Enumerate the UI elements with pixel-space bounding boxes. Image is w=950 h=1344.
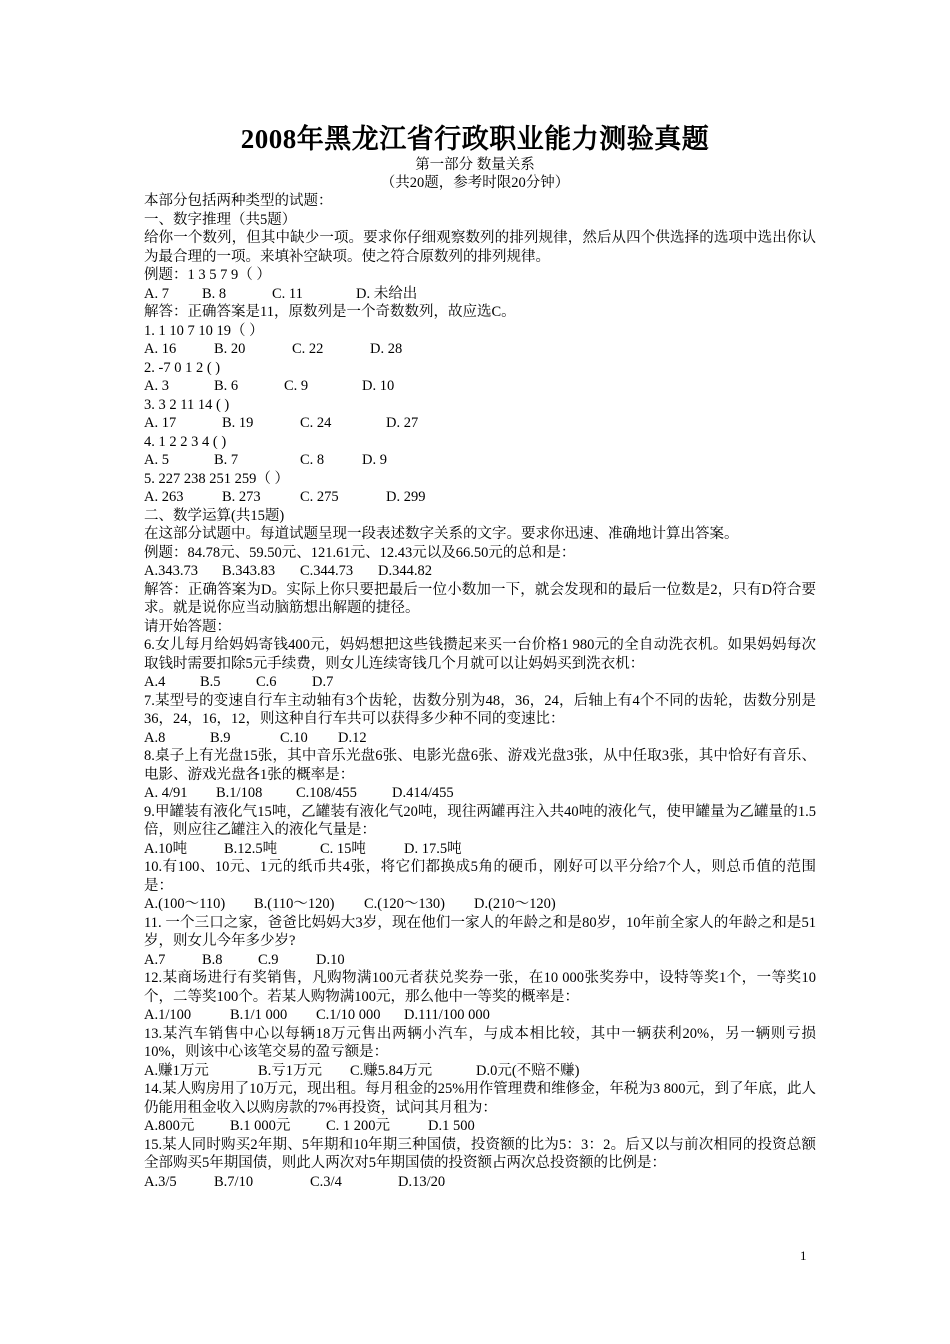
option: D.1 500 — [428, 1118, 475, 1134]
option: C. 22 — [292, 341, 324, 357]
question-3: 3. 3 2 11 14 ( ) — [144, 396, 230, 413]
question-14: 14.某人购房用了10万元，现出租。每月租金的25%用作管理费和维修金，年税为3 800元，到了年底，此人仍能用租金收入以购房款的7%再投资，试问其月租为： — [144, 1081, 816, 1116]
question-5: 5. 227 238 251 259（ ） — [144, 470, 289, 487]
option: A.1/100 — [144, 1007, 192, 1023]
question-4: 4. 1 2 2 3 4 ( ) — [144, 433, 227, 450]
option: B.亏1万元 — [258, 1062, 323, 1079]
option: C.赚5.84万元 — [350, 1062, 433, 1079]
question-5-options — [144, 488, 816, 507]
question-6-options — [144, 673, 816, 692]
option: A.3/5 — [144, 1173, 177, 1190]
option: D. 9 — [362, 452, 387, 468]
page-number: 1 — [800, 1248, 807, 1263]
option: D.13/20 — [398, 1173, 446, 1190]
option: D. 未给出 — [356, 285, 418, 302]
option: A.10吨 — [144, 840, 188, 857]
option: A.800元 — [144, 1118, 195, 1134]
question-10: 10.有100、10元、1元的纸币共4张，将它们都换成5角的硬币，刚好可以平分给7个人，则总币值的范围是： — [144, 859, 816, 894]
part-note: （共20题，参考时限20分钟） — [380, 175, 570, 191]
option: B. 7 — [214, 452, 239, 468]
option: C.3/4 — [310, 1173, 342, 1190]
question-11: 11. 一个三口之家，爸爸比妈妈大3岁，现在他们一家人的年龄之和是80岁，10年前全家人的年龄之和是51岁，则女儿今年多少岁? — [144, 914, 816, 949]
option: A. 16 — [144, 341, 177, 357]
option: C.108/455 — [296, 785, 357, 801]
option: B. 8 — [202, 285, 227, 302]
question-2-options — [144, 377, 816, 396]
page-title: 2008年黑龙江省行政职业能力测验真题 — [240, 124, 710, 154]
option: D.344.82 — [378, 563, 432, 579]
option: B.5 — [200, 674, 221, 690]
option: A. 7 — [144, 285, 169, 302]
question-11-options — [144, 951, 816, 970]
document-body — [144, 192, 816, 1191]
section1-heading: 一、数字推理（共5题） — [144, 211, 297, 228]
section2-example-answer: 解答：正确答案为D。实际上你只要把最后一位小数加一下，就会发现和的最后一位数是2，只有D符合要求。就是说你应当动脑筋想出解题的捷径。 — [144, 581, 816, 616]
option: C. 15吨 — [320, 840, 366, 857]
question-1-options — [144, 340, 816, 359]
question-14-options — [144, 1117, 816, 1136]
section1-example-question: 例题：1 3 5 7 9（ ） — [144, 267, 271, 283]
question-4-options — [144, 451, 816, 470]
option: B. 6 — [214, 378, 239, 394]
option: C.(120～130) — [364, 896, 445, 912]
section2-heading: 二、数学运算(共15题) — [144, 507, 285, 524]
option: D.7 — [312, 674, 334, 690]
option: C.1/10 000 — [316, 1007, 381, 1023]
option: A. 17 — [144, 415, 177, 431]
option: A.赚1万元 — [144, 1062, 209, 1079]
question-2: 2. -7 0 1 2 ( ) — [144, 359, 221, 376]
option: B. 273 — [222, 489, 261, 505]
option: B. 19 — [222, 415, 254, 431]
option: A.(100～110) — [144, 896, 226, 912]
question-7: 7.某型号的变速自行车主动轴有3个齿轮，齿数分别为48，36，24，后轴上有4个不同的齿轮，齿数分别是36，24，16，12，则这种自行车共可以获得多少种不同的变速比： — [144, 692, 816, 727]
option: D.414/455 — [392, 785, 454, 801]
option: D. 17.5吨 — [404, 840, 462, 857]
option: C.9 — [258, 951, 279, 968]
intro-text: 本部分包括两种类型的试题： — [144, 193, 333, 209]
question-10-options — [144, 895, 816, 914]
option: C. 9 — [284, 378, 309, 394]
question-7-options — [144, 729, 816, 748]
option: C.344.73 — [300, 563, 354, 579]
question-12: 12.某商场进行有奖销售，凡购物满100元者获兑奖券一张，在10 000张奖券中，设特等奖1个，一等奖10个，二等奖100个。若某人购物满100元，那么他中一等奖的概率是： — [144, 970, 816, 1005]
option: A.8 — [144, 729, 166, 746]
option: D.(210～120) — [474, 896, 556, 912]
option: A. 3 — [144, 378, 169, 394]
option: D.10 — [316, 951, 345, 968]
section2-description: 在这部分试题中。每道试题呈现一段表述数字关系的文字。要求你迅速、准确地计算出答案。 — [144, 526, 739, 542]
option: B.12.5吨 — [224, 840, 278, 857]
question-3-options — [144, 414, 816, 433]
question-13: 13.某汽车销售中心以每辆18万元售出两辆小汽车，与成本相比较，其中一辆获利20%，另一辆则亏损10%，则该中心该笔交易的盈亏额是： — [144, 1025, 816, 1060]
option: B.1 000元 — [230, 1118, 291, 1134]
question-1: 1. 1 10 7 10 19（ ） — [144, 322, 264, 339]
option: A. 4/91 — [144, 785, 188, 801]
option: D.12 — [338, 729, 367, 746]
option: D.0元(不赔不赚) — [476, 1062, 580, 1079]
option: B.9 — [210, 729, 231, 746]
option: D. 27 — [386, 415, 419, 431]
section1-description: 给你一个数列，但其中缺少一项。要求你仔细观察数列的排列规律，然后从四个供选择的选项中选出你认为最合理的一项。来填补空缺项。使之符合原数列的排列规律。 — [144, 230, 816, 265]
section1-example-answer: 解答：正确答案是11，原数列是一个奇数数列，故应选C。 — [144, 304, 516, 320]
option: B.(110～120) — [254, 896, 335, 912]
option: C. 275 — [300, 489, 339, 505]
question-8-options — [144, 784, 816, 803]
option: A. 5 — [144, 452, 169, 468]
question-8: 8.桌子上有光盘15张，其中音乐光盘6张、电影光盘6张、游戏光盘3张，从中任取3张，其中恰好有音乐、电影、游戏光盘各1张的概率是： — [144, 748, 816, 783]
option: A.4 — [144, 674, 166, 690]
option: B. 20 — [214, 341, 246, 357]
question-9: 9.甲罐装有液化气15吨，乙罐装有液化气20吨，现往两罐再注入共40吨的液化气，使甲罐量为乙罐量的1.5倍，则应往乙罐注入的液化气量是： — [144, 803, 816, 838]
option: B.343.83 — [222, 563, 276, 579]
option: B.1/1 000 — [230, 1007, 288, 1023]
option: C. 8 — [300, 452, 325, 468]
section1-example-options — [144, 285, 816, 304]
option: B.7/10 — [214, 1173, 254, 1190]
question-9-options — [144, 840, 816, 859]
option: A. 263 — [144, 489, 184, 505]
option: C. 24 — [300, 415, 332, 431]
option: B.1/108 — [216, 785, 263, 801]
option: A.7 — [144, 951, 166, 968]
section2-example-question: 例题：84.78元、59.50元、121.61元、12.43元以及66.50元的总和是： — [144, 544, 576, 561]
question-12-options — [144, 1006, 816, 1025]
option: D. 10 — [362, 378, 395, 394]
option: C. 1 200元 — [326, 1118, 391, 1134]
option: B.8 — [202, 951, 223, 968]
section2-example-options — [144, 562, 816, 581]
option: D.111/100 000 — [404, 1007, 490, 1023]
question-13-options — [144, 1062, 816, 1081]
part-heading: 第一部分 数量关系 — [415, 157, 535, 173]
option: C.10 — [280, 729, 308, 746]
section2-start: 请开始答题： — [144, 618, 231, 635]
question-6: 6.女儿每月给妈妈寄钱400元，妈妈想把这些钱攒起来买一台价格1 980元的全自动洗衣机。如果妈妈每次取钱时需要扣除5元手续费，则女儿连续寄钱几个月就可以让妈妈买到洗衣机： — [144, 637, 816, 672]
option: C. 11 — [272, 285, 303, 302]
option: D. 299 — [386, 489, 426, 505]
option: D. 28 — [370, 341, 403, 357]
option: C.6 — [256, 674, 277, 690]
option: A.343.73 — [144, 563, 198, 579]
question-15-options — [144, 1173, 816, 1192]
question-15: 15.某人同时购买2年期、5年期和10年期三种国债，投资额的比为5：3：2。后又以与前次相同的投资总额全部购买5年期国债，则此人两次对5年期国债的投资额占两次总投资额的比例是： — [144, 1136, 816, 1171]
